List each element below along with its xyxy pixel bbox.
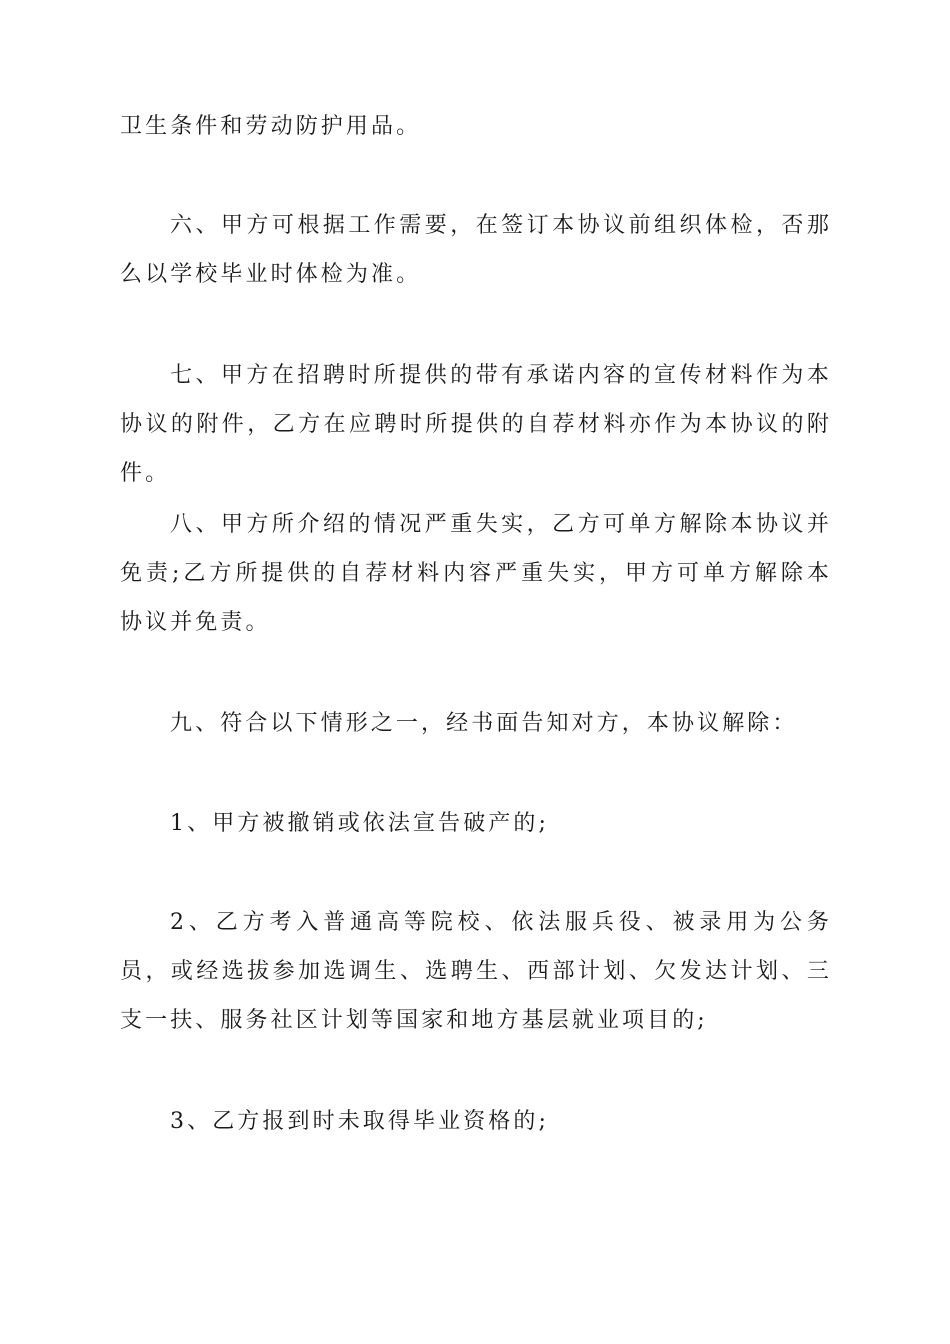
clause-6: 六、甲方可根据工作需要，在签订本协议前组织体检，否那么以学校毕业时体检为准。: [120, 213, 832, 287]
clause-9: 九、符合以下情形之一，经书面告知对方，本协议解除：: [170, 711, 798, 736]
clause-7: 七、甲方在招聘时所提供的带有承诺内容的宣传材料作为本协议的附件，乙方在应聘时所提供的自荐材料亦作为本协议的附件。: [120, 363, 832, 486]
clause-9-item-3: 3、乙方报到时未取得毕业资格的;: [170, 1109, 550, 1134]
clause-9-item-1: 1、甲方被撤销或依法宣告破产的;: [170, 811, 550, 836]
paragraph-continuation: 卫生条件和劳动防护用品。: [120, 114, 422, 139]
clause-8: 八、甲方所介绍的情况严重失实，乙方可单方解除本协议并免责;乙方所提供的自荐材料内容严重失实，甲方可单方解除本协议并免责。: [120, 512, 832, 635]
clause-9-item-2: 2、乙方考入普通高等院校、依法服兵役、被录用为公务员，或经选拔参加选调生、选聘生、西部计划、欠发达计划、三支一扶、服务社区计划等国家和地方基层就业项目的;: [120, 910, 832, 1033]
